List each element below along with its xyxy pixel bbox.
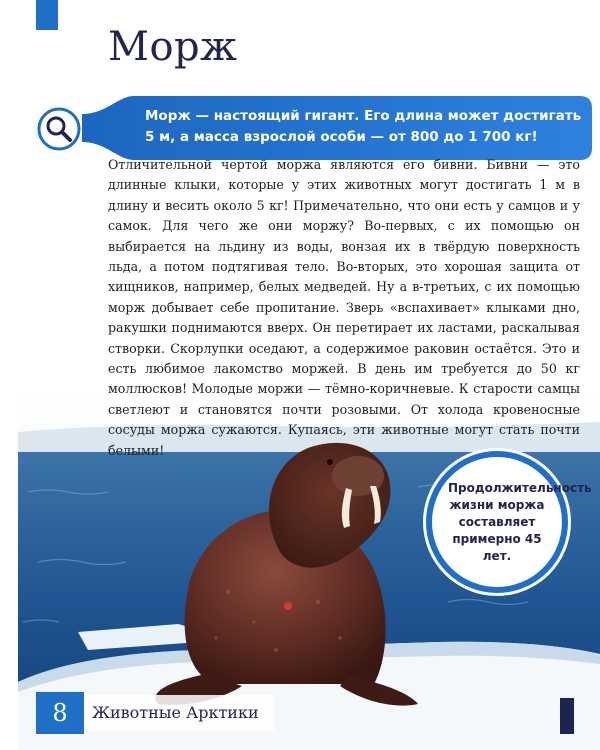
fact-text: Морж — настоящий гигант. Его длина может достигать 5 м, а масса взрослой особи — от 800 до 1 700 кг! [145,108,582,145]
corner-tab [36,0,58,30]
lifespan-text: Продолжительность жизни моржа составляет примерно 45 лет. [448,480,592,563]
magnifier-icon [36,106,82,152]
lifespan-callout [426,451,592,593]
page-title: Морж [108,24,238,70]
fact-banner [32,96,592,160]
page-edge-marker [560,698,574,734]
section-title: Животные Арктики [92,703,259,722]
page-footer [18,692,578,734]
page-number: 8 [36,692,84,734]
body-text: Отличительной чертой моржа являются его бивни. Бивни — это длинные клыки, которые у этих животных могут достигать 1 м в длину и весить около 5 кг! Примечательно, что они есть у самцов и у самок. Для чего же они моржу? Во-первых, с их помощью он выбирается на льдину из воды, вонзая их в твёрдую поверхность льда, а потом подтягивая тело. Во-вторых, это хорошая защита от хищников, например, белых медведей. Ну а в-третьих, с их помощью морж добывает себе пропитание. Зверь «вспахивает» клыками дно, ракушки поднимаются вверх. Он перетирает их ластами, раскалывая створки. Скорлупки оседают, а содержимое раковин остаётся. Это и есть любимое лакомство моржей. В день им требуется до 50 кг моллюсков! Молодые моржи — тёмно-коричневые. К старости самцы светлеют и становятся почти розовыми. От холода кровеносные сосуды моржа сужаются. Купаясь, эти животные могут стать почти белыми! [108,157,580,458]
